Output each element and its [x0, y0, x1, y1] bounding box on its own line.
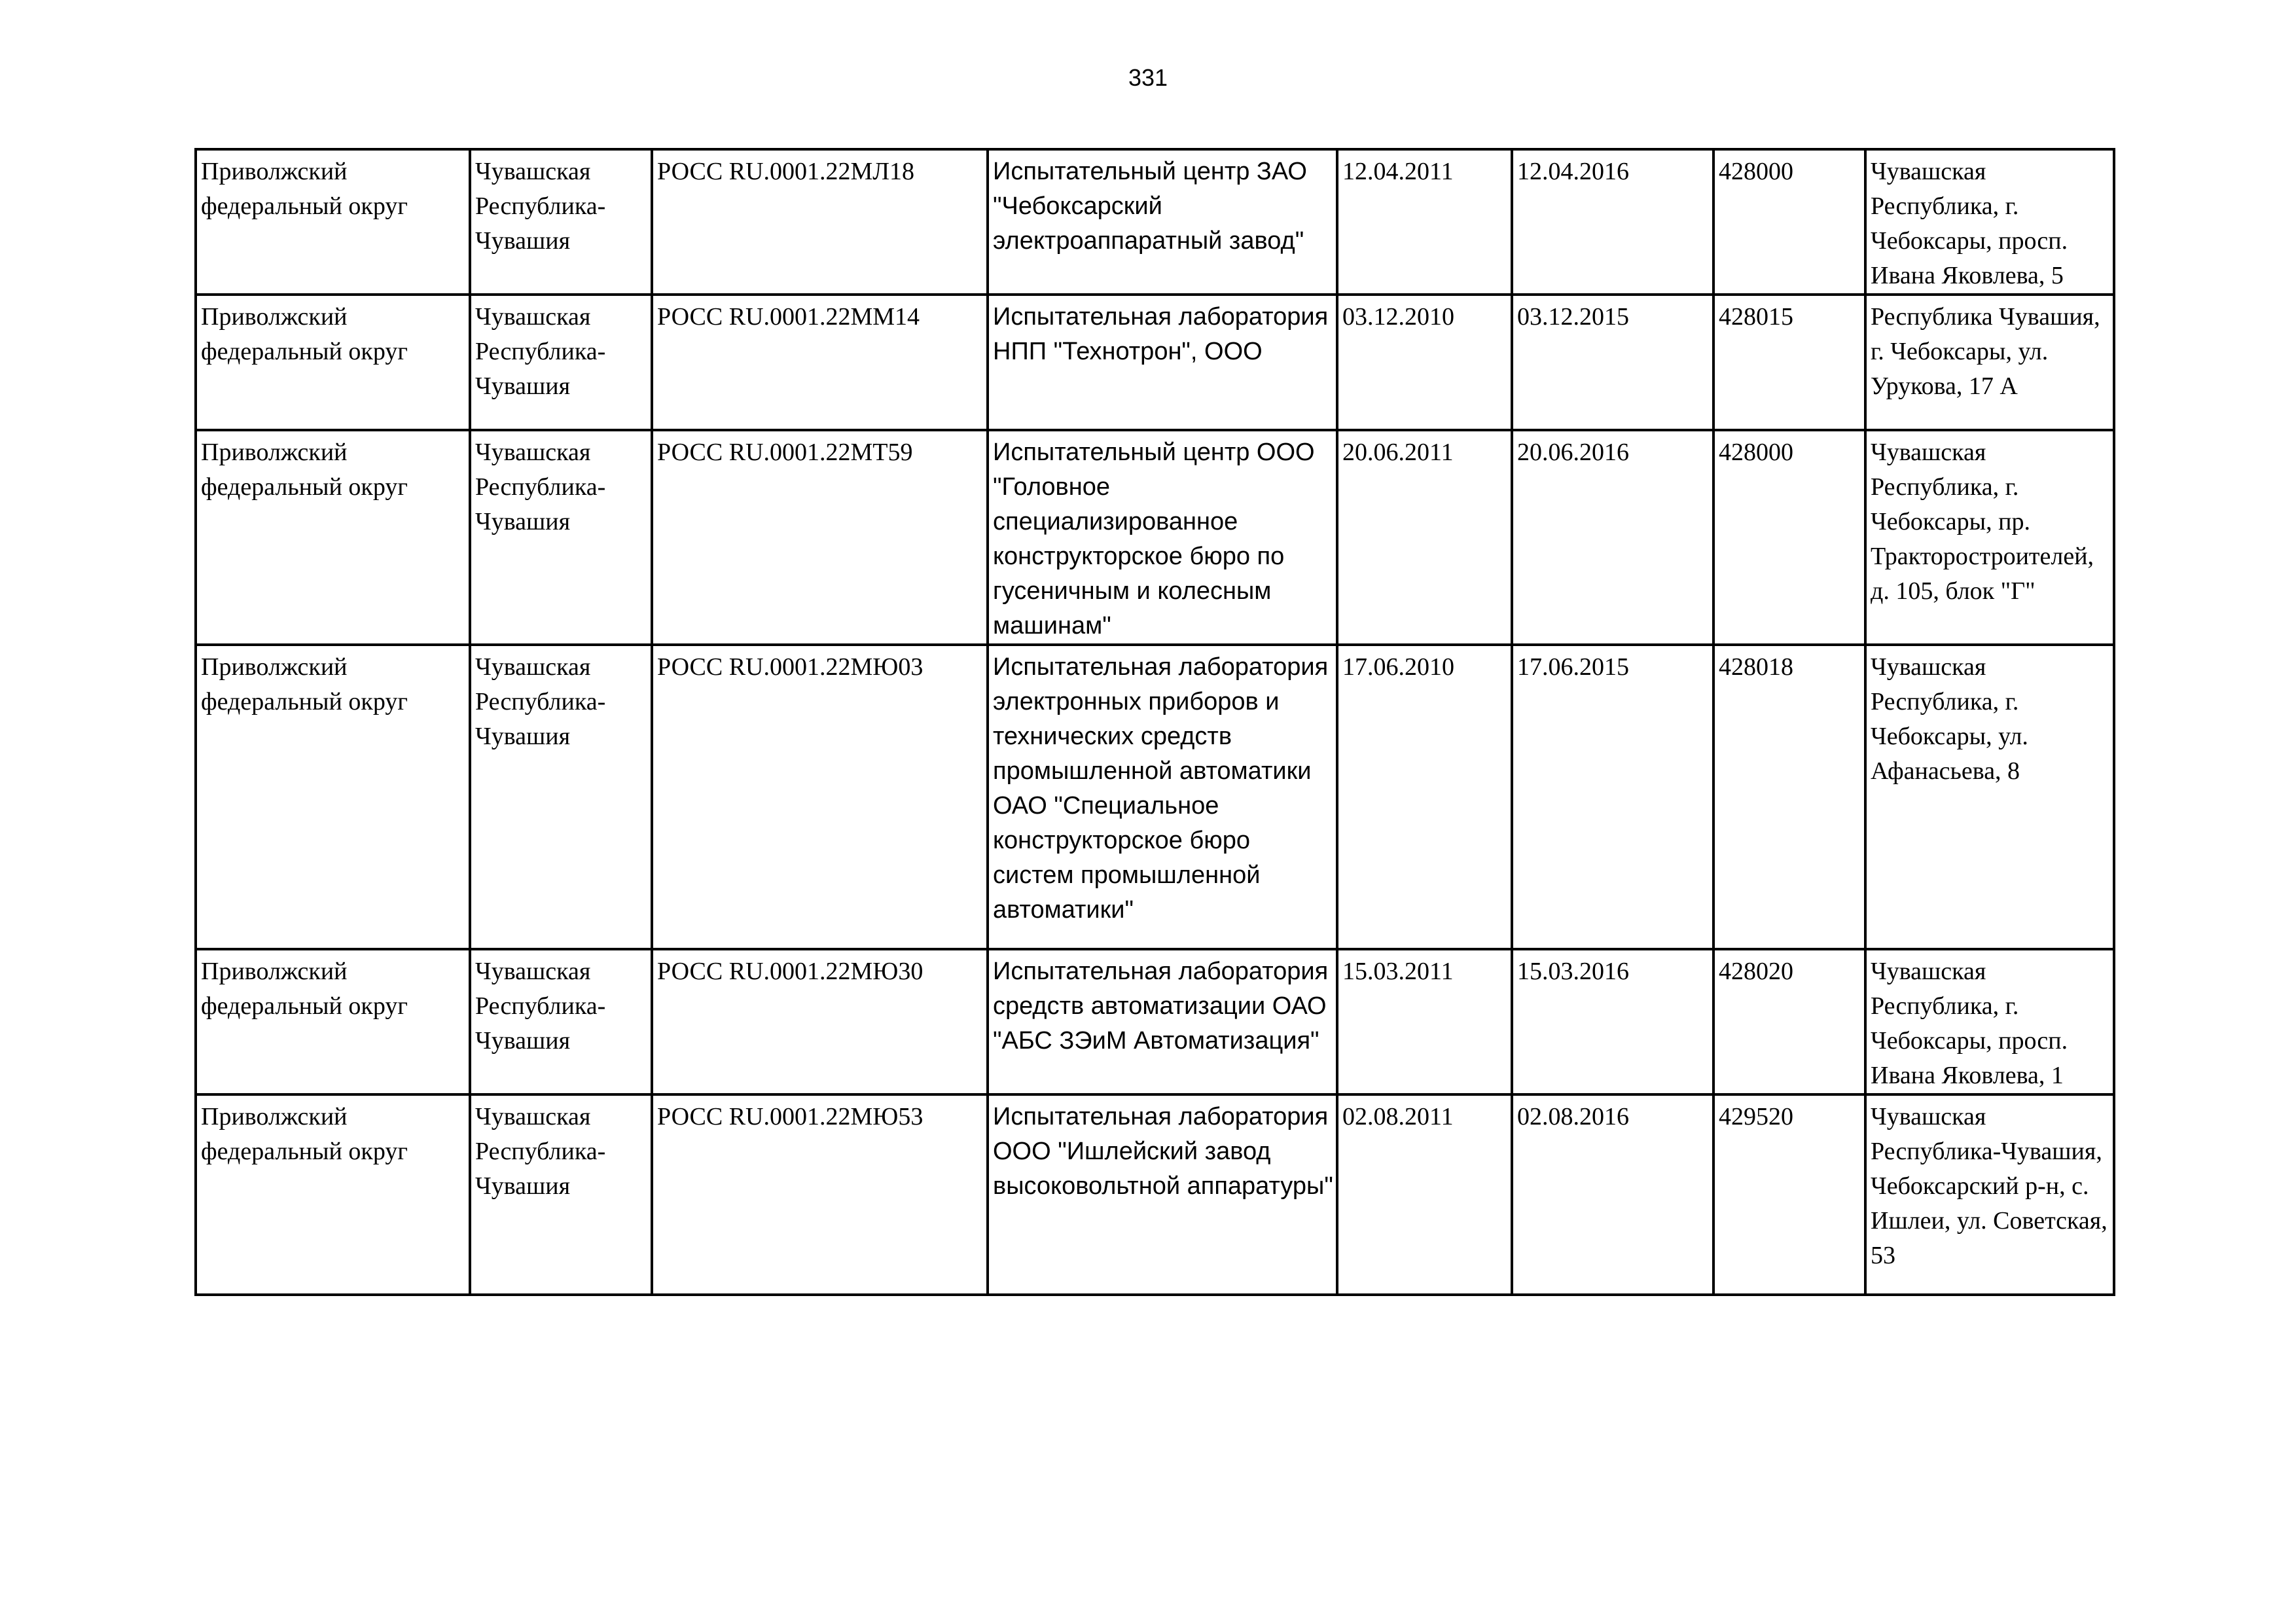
address-cell: Чувашская Республика, г. Чебоксары, ул. Афанасьева, 8 — [1865, 645, 2114, 949]
table-row — [196, 430, 2114, 645]
region-cell: Чувашская Республика-Чувашия — [470, 645, 652, 949]
certificate-code-cell: РОСС RU.0001.22ММ14 — [652, 295, 988, 430]
date-start-cell: 02.08.2011 — [1337, 1094, 1512, 1295]
organization-name-cell: Испытательный центр ООО "Головное специализированное конструкторское бюро по гусеничным и колесным машинам" — [988, 430, 1337, 645]
organization-name-cell: Испытательный центр ЗАО "Чебоксарский электроаппаратный завод" — [988, 149, 1337, 295]
registry-table — [194, 148, 2115, 1296]
region-cell: Чувашская Республика-Чувашия — [470, 430, 652, 645]
certificate-code-cell: РОСС RU.0001.22МЛ18 — [652, 149, 988, 295]
region-cell: Чувашская Республика-Чувашия — [470, 949, 652, 1094]
district-cell: Приволжский федеральный округ — [196, 645, 470, 949]
organization-name-cell: Испытательная лаборатория электронных приборов и технических средств промышленной автоматики ОАО "Специальное конструкторское бюро систем промышленной автоматики" — [988, 645, 1337, 949]
date-start-cell: 12.04.2011 — [1337, 149, 1512, 295]
postcode-cell: 428020 — [1713, 949, 1865, 1094]
district-cell: Приволжский федеральный округ — [196, 430, 470, 645]
district-cell: Приволжский федеральный округ — [196, 949, 470, 1094]
district-cell: Приволжский федеральный округ — [196, 149, 470, 295]
date-start-cell: 20.06.2011 — [1337, 430, 1512, 645]
date-end-cell: 12.04.2016 — [1512, 149, 1713, 295]
address-cell: Чувашская Республика-Чувашия, Чебоксарский р-н, с. Ишлеи, ул. Советская, 53 — [1865, 1094, 2114, 1295]
postcode-cell: 428000 — [1713, 430, 1865, 645]
postcode-cell: 428018 — [1713, 645, 1865, 949]
organization-name-cell: Испытательная лаборатория НПП "Технотрон", ООО — [988, 295, 1337, 430]
table-row — [196, 1094, 2114, 1295]
table-row — [196, 645, 2114, 949]
address-cell: Чувашская Республика, г. Чебоксары, просп. Ивана Яковлева, 1 — [1865, 949, 2114, 1094]
postcode-cell: 428015 — [1713, 295, 1865, 430]
postcode-cell: 429520 — [1713, 1094, 1865, 1295]
table-row — [196, 295, 2114, 430]
date-start-cell: 03.12.2010 — [1337, 295, 1512, 430]
certificate-code-cell: РОСС RU.0001.22МЮ03 — [652, 645, 988, 949]
date-end-cell: 02.08.2016 — [1512, 1094, 1713, 1295]
table-row — [196, 149, 2114, 295]
region-cell: Чувашская Республика-Чувашия — [470, 1094, 652, 1295]
region-cell: Чувашская Республика-Чувашия — [470, 149, 652, 295]
organization-name-cell: Испытательная лаборатория ООО "Ишлейский завод высоковольтной аппаратуры" — [988, 1094, 1337, 1295]
page-number: 331 — [1128, 64, 1168, 91]
certificate-code-cell: РОСС RU.0001.22МТ59 — [652, 430, 988, 645]
district-cell: Приволжский федеральный округ — [196, 1094, 470, 1295]
date-start-cell: 15.03.2011 — [1337, 949, 1512, 1094]
address-cell: Чувашская Республика, г. Чебоксары, просп. Ивана Яковлева, 5 — [1865, 149, 2114, 295]
address-cell: Чувашская Республика, г. Чебоксары, пр. Тракторостроителей, д. 105, блок "Г" — [1865, 430, 2114, 645]
certificate-code-cell: РОСС RU.0001.22МЮ53 — [652, 1094, 988, 1295]
certificate-code-cell: РОСС RU.0001.22МЮ30 — [652, 949, 988, 1094]
district-cell: Приволжский федеральный округ — [196, 295, 470, 430]
postcode-cell: 428000 — [1713, 149, 1865, 295]
organization-name-cell: Испытательная лаборатория средств автоматизации ОАО "АБС ЗЭиМ Автоматизация" — [988, 949, 1337, 1094]
date-start-cell: 17.06.2010 — [1337, 645, 1512, 949]
table-row — [196, 949, 2114, 1094]
date-end-cell: 03.12.2015 — [1512, 295, 1713, 430]
date-end-cell: 17.06.2015 — [1512, 645, 1713, 949]
address-cell: Республика Чувашия, г. Чебоксары, ул. Урукова, 17 А — [1865, 295, 2114, 430]
date-end-cell: 20.06.2016 — [1512, 430, 1713, 645]
region-cell: Чувашская Республика-Чувашия — [470, 295, 652, 430]
date-end-cell: 15.03.2016 — [1512, 949, 1713, 1094]
